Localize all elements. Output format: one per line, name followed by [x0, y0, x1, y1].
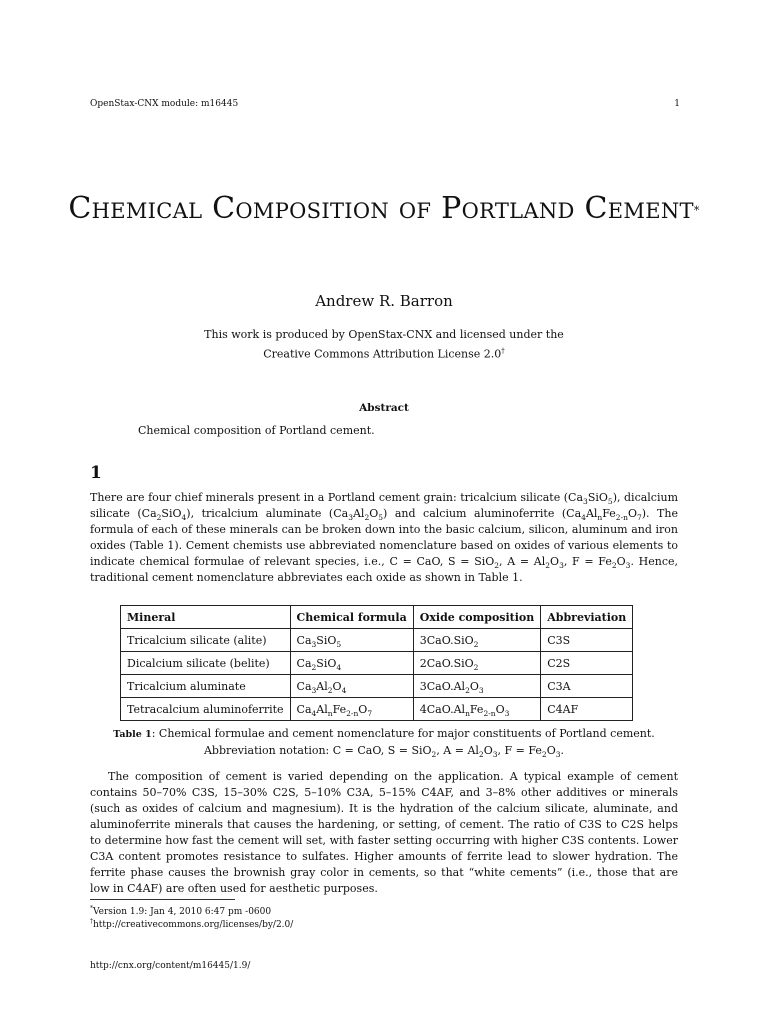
- table-row: [121, 675, 633, 698]
- intro-paragraph: There are four chief minerals present in a Portland cement grain: tricalcium silicate $(Ca_3SiO_5)$, dicalcium silicate $(Ca_2SiO_4)$, tricalcium aluminate $(Ca_3Al_2O_5)$ and calcium aluminoferrite $(Ca_4Al_nFe_{2-n}O_7)$. The formula of each of these minerals can be broken down into the basic calcium, silicon, aluminum and iron oxides (Table 1). Cement chemists use abbreviated nomenclature based on oxides of various elements to indicate chemical formulae of relevant species, i.e., C = CaO, S = SiO$_2$, $A = Al_2O_3$, $F = Fe_2O_3$. Hence, traditional cement nomenclature abbreviates each oxide as shown in Table 1.: [90, 491, 679, 584]
- license-line-1: This work is produced by OpenStax-CNX and licensed under the: [204, 328, 564, 341]
- col-header-oxide: Oxide composition: [413, 606, 541, 629]
- formula-cell: $Ca_4Al_nFe_{2-n}O_7$: [290, 698, 413, 721]
- footnote-license-url: [90, 915, 293, 932]
- minerals-table: [120, 605, 633, 721]
- formula-cell: $Ca_2SiO_4$: [290, 652, 413, 675]
- col-header-formula: Chemical formula: [290, 606, 413, 629]
- title-text: Chemical Composition of Portland Cement: [68, 191, 694, 226]
- title-footnote-marker: *: [693, 204, 700, 217]
- table-header-row: [121, 606, 633, 629]
- section-number: 1: [90, 463, 102, 483]
- abbreviation-cell: C3S: [541, 629, 633, 652]
- mineral-cell: Tricalcium aluminate: [121, 675, 291, 698]
- license-footnote-marker: †: [501, 347, 505, 355]
- table-row: [121, 652, 633, 675]
- mineral-cell: Dicalcium silicate (belite): [121, 652, 291, 675]
- footnote-divider: [90, 899, 235, 900]
- oxide-cell: 3CaO.SiO$_2$: [413, 629, 541, 652]
- formula-cell: $Ca_3Al_2O_4$: [290, 675, 413, 698]
- caption-label: Table 1: [113, 729, 152, 740]
- footnote-marker: †: [90, 918, 93, 925]
- page-number: 1: [674, 99, 680, 109]
- table-row: [121, 629, 633, 652]
- oxide-cell: $4CaO.Al_nFe_{2-n}O_3$: [413, 698, 541, 721]
- abstract-heading: Abstract: [359, 402, 409, 414]
- footnote-link[interactable]: http://creativecommons.org/licenses/by/2.0/: [93, 920, 294, 930]
- col-header-mineral: Mineral: [121, 606, 291, 629]
- formula-cell: $Ca_3SiO_5$: [290, 629, 413, 652]
- footer-url[interactable]: http://cnx.org/content/m16445/1.9/: [90, 961, 251, 971]
- composition-paragraph: The composition of cement is varied depending on the application. A typical example of cement contains 50–70% C3S, 15–30% C2S, 5–10% C3A, 5–15% C4AF, and 3–8% other additives or minerals (such as oxides of calcium and magnesium). It is the hydration of the calcium silicate, aluminate, and aluminoferrite minerals that causes the hardening, or setting, of cement. The ratio of C3S to C2S helps to determine how fast the cement will set, with faster setting occurring with higher C3S contents. Lower C3A content promotes resistance to sulfates. Higher amounts of ferrite lead to slower hydration. The ferrite phase causes the brownish gray color in cements, so that “white cements” (i.e., those that are low in C4AF) are often used for aesthetic purposes.: [90, 770, 678, 895]
- mineral-cell: Tetracalcium aluminoferrite: [121, 698, 291, 721]
- license-statement: [0, 327, 768, 363]
- license-name: Creative Commons Attribution License 2.0: [263, 347, 502, 361]
- caption-line-2: Abbreviation notation: C = CaO, S = SiO$_2$, $A = Al_2O_3$, $F = Fe_2O_3$.: [203, 744, 564, 760]
- col-header-abbreviation: Abbreviation: [541, 606, 633, 629]
- abbreviation-cell: C2S: [541, 652, 633, 675]
- document-title: [60, 190, 708, 228]
- footnote-text: Version 1.9: Jan 4, 2010 6:47 pm -0600: [93, 907, 272, 917]
- mineral-cell: Tricalcium silicate (alite): [121, 629, 291, 652]
- table-row: [121, 698, 633, 721]
- caption-line-1: Table 1: Chemical formulae and cement nomenclature for major constituents of Portland cement.: [113, 727, 655, 740]
- oxide-cell: 2CaO.SiO$_2$: [413, 652, 541, 675]
- oxide-cell: $3CaO.Al_2O_3$: [413, 675, 541, 698]
- author-name: Andrew R. Barron: [315, 292, 453, 310]
- running-header-module: OpenStax-CNX module: m16445: [90, 99, 239, 109]
- abstract-text: Chemical composition of Portland cement.: [138, 424, 375, 437]
- footnote-marker: *: [90, 905, 93, 912]
- table-caption: [90, 726, 678, 759]
- abbreviation-cell: C3A: [541, 675, 633, 698]
- abbreviation-cell: C4AF: [541, 698, 633, 721]
- license-line-2: [0, 343, 768, 363]
